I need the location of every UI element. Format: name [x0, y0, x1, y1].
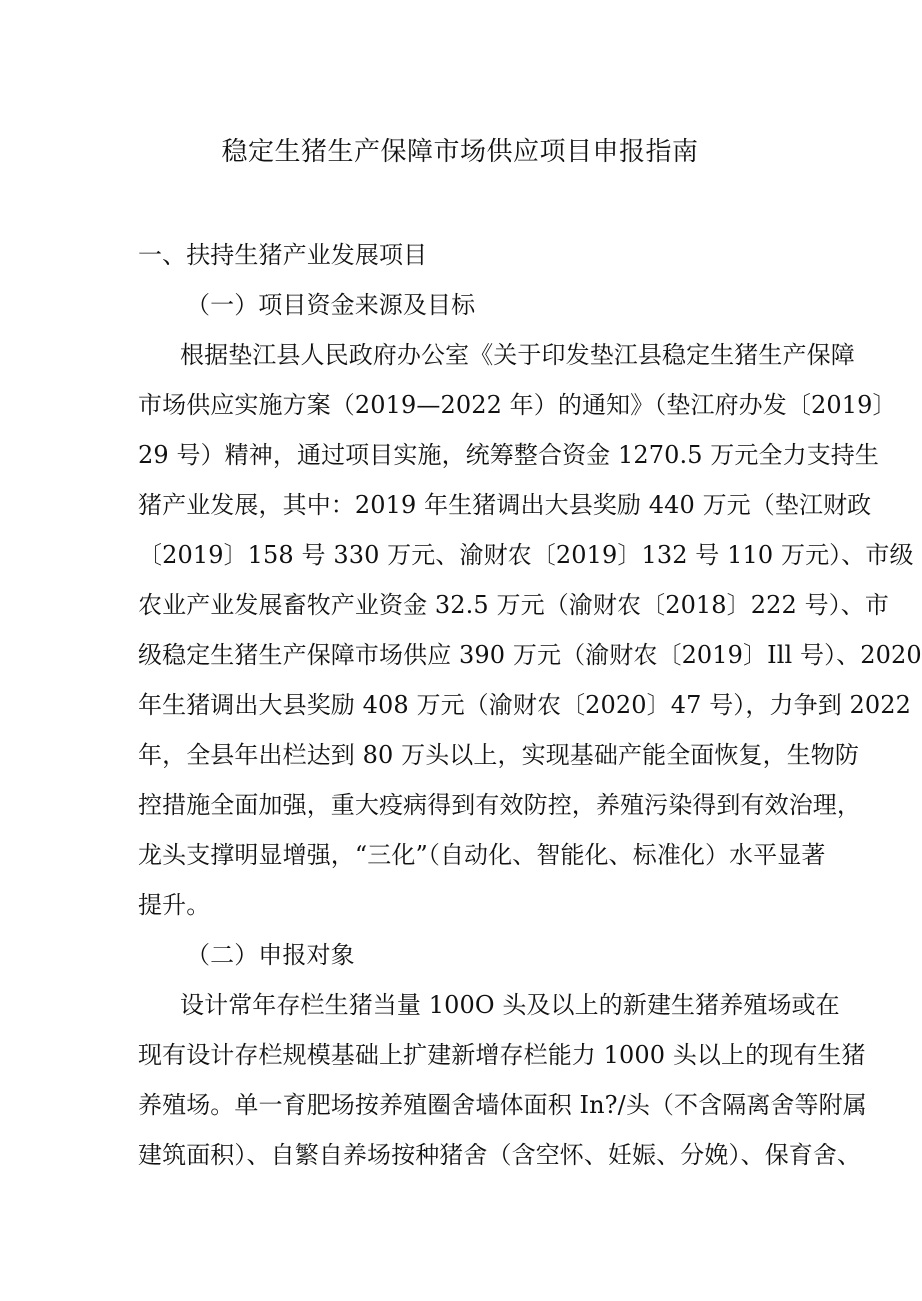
paragraph-line: 建筑面积）、自繁自养场按种猪舍（含空怀、妊娠、分娩）、保育舍、	[138, 1141, 862, 1169]
paragraph-line: 提升。	[138, 891, 211, 919]
paragraph-line: 现有设计存栏规模基础上扩建新增存栏能力 1000 头以上的现有生猪	[138, 1041, 866, 1069]
paragraph-line: 控措施全面加强，重大疫病得到有效防控，养殖污染得到有效治理，	[138, 791, 861, 819]
paragraph-line: 年，全县年出栏达到 80 万头以上，实现基础产能全面恢复，生物防	[138, 741, 859, 769]
paragraph-line: 养殖场。单一育肥场按养殖圈舍墙体面积 In?/头（不含隔离舍等附属	[138, 1091, 867, 1119]
paragraph-line: 级稳定生猪生产保障市场供应 390 万元（渝财农〔2019〕Ill 号）、2020	[138, 641, 922, 669]
paragraph-line: 年生猪调出大县奖励 408 万元（渝财农〔2020〕47 号），力争到 2022	[138, 691, 912, 719]
subsection-heading: （二）申报对象	[186, 941, 355, 969]
paragraph-line: 设计常年存栏生猪当量 100O 头及以上的新建生猪养殖场或在	[180, 991, 840, 1019]
paragraph-line: 龙头支撑明显增强，“三化”（自动化、智能化、标准化）水平显著	[138, 841, 826, 869]
section-heading: 一、扶持生猪产业发展项目	[138, 241, 428, 269]
paragraph-line: 农业产业发展畜牧产业资金 32.5 万元（渝财农〔2018〕222 号）、市	[138, 591, 890, 619]
paragraph-line: 市场供应实施方案（2019—2022 年）的通知》（垫江府办发〔2019〕	[138, 391, 897, 419]
paragraph-line: 猪产业发展，其中：2019 年生猪调出大县奖励 440 万元（垫江财政	[138, 491, 872, 519]
paragraph-line: 〔2019〕158 号 330 万元、渝财农〔2019〕132 号 110 万元）、市级	[138, 541, 914, 569]
paragraph-line: 29 号）精神，通过项目实施，统筹整合资金 1270.5 万元全力支持生	[138, 441, 880, 469]
paragraph-line: 根据垫江县人民政府办公室《关于印发垫江县稳定生猪生产保障	[180, 341, 855, 369]
document-title: 稳定生猪生产保障市场供应项目申报指南	[221, 137, 699, 167]
subsection-heading: （一）项目资金来源及目标	[186, 291, 476, 319]
